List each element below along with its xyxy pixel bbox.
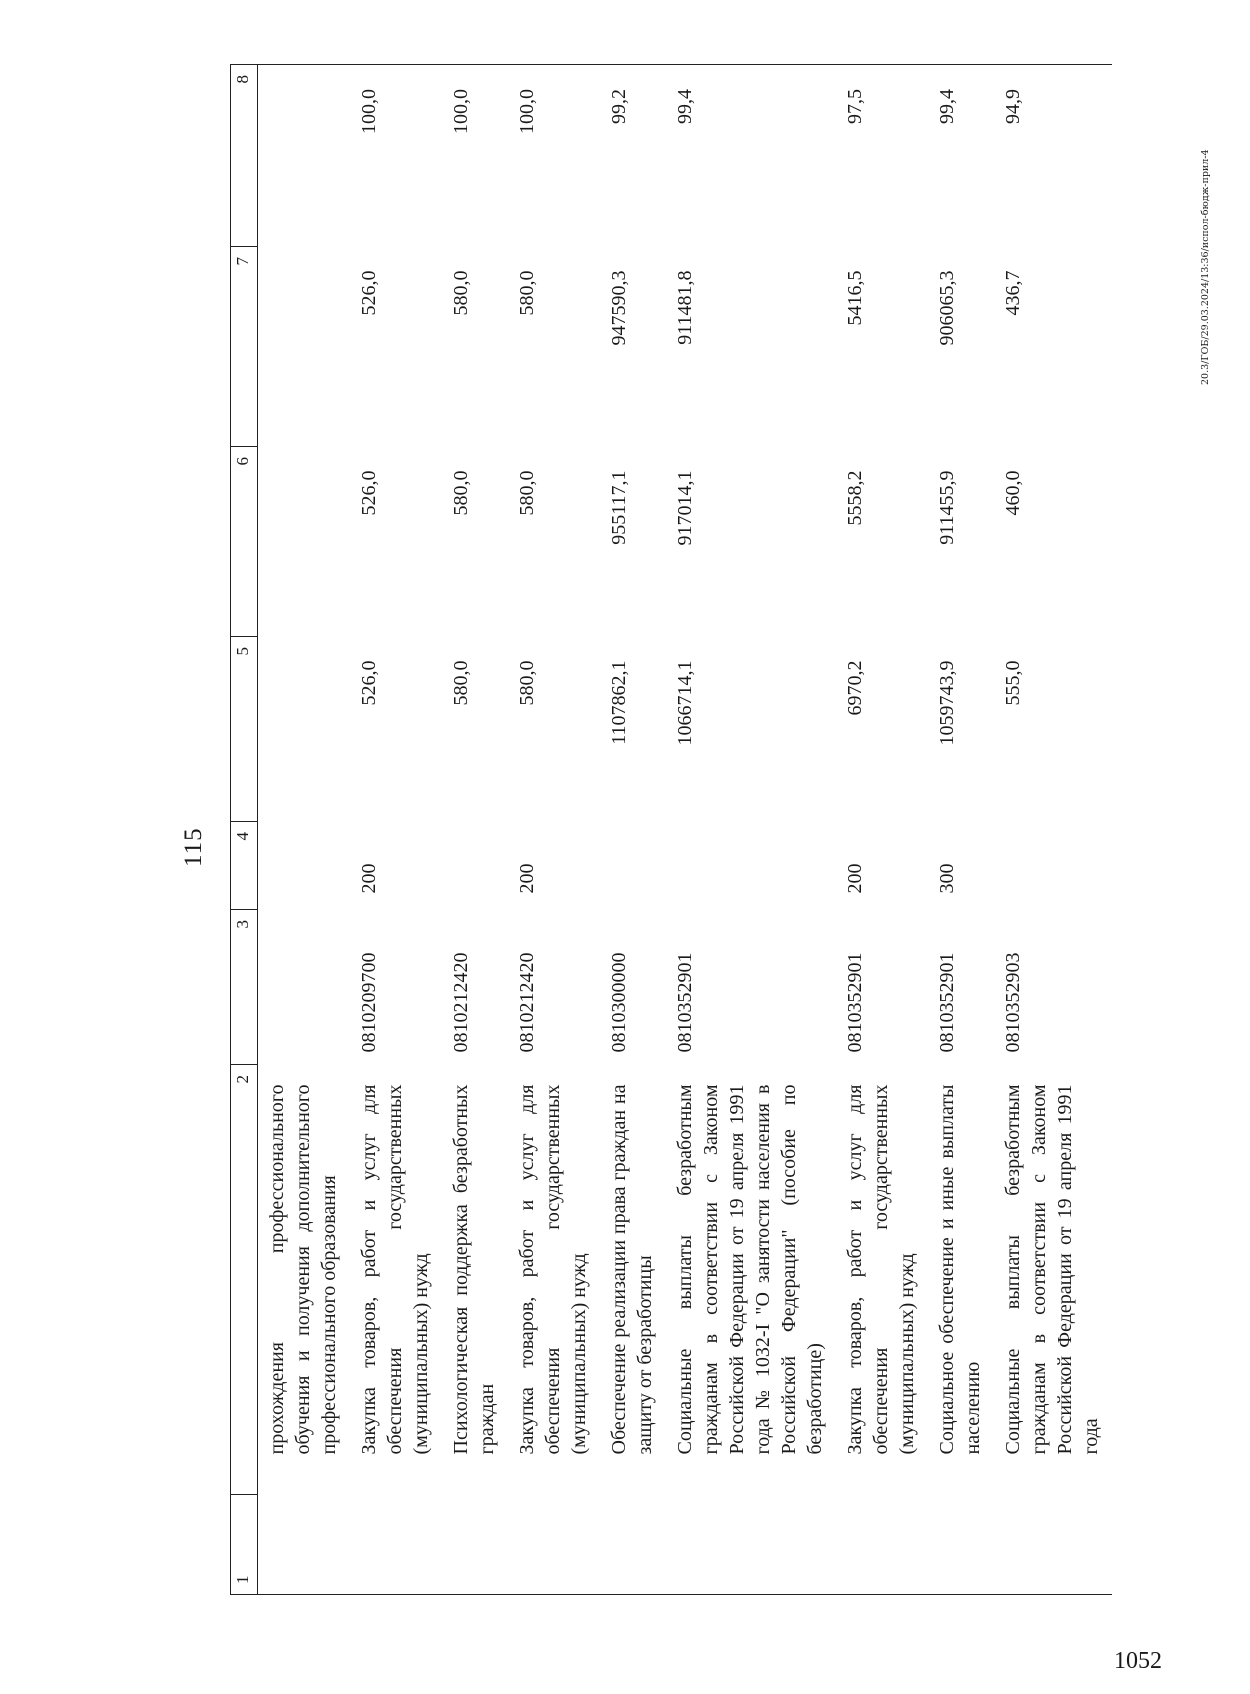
cell-col-6: 580,0 xyxy=(450,470,472,516)
header-col-2: 2 xyxy=(231,1065,258,1495)
table-row xyxy=(666,65,836,1595)
cell-col-7: 436,7 xyxy=(1002,270,1024,316)
cell-name: Психологическая поддержка безработных граждан xyxy=(450,1084,498,1455)
cell-col-8: 100,0 xyxy=(442,65,508,247)
table-row xyxy=(508,65,600,1595)
cell-col-7: 580,0 xyxy=(450,270,472,316)
cell-name: Социальные выплаты безработным гражданам в соответствии с Законом Российской Федерации от 19 апреля 1991 года xyxy=(1002,1084,1102,1455)
cell-col-7: 580,0 xyxy=(516,270,538,316)
cell-code: 0810352901 xyxy=(674,952,696,1053)
cell-col-6: 5558,2 xyxy=(844,470,866,526)
table-row xyxy=(994,65,1112,1595)
cell-col-8: 94,9 xyxy=(994,65,1112,247)
header-col-6: 6 xyxy=(231,447,258,637)
rotated-page xyxy=(170,65,1250,1595)
cell-col-6: 580,0 xyxy=(516,470,538,516)
cell-name: Социальное обеспечение и иные выплаты населению xyxy=(936,1084,984,1455)
cell-col-1 xyxy=(994,1495,1112,1595)
cell-kind xyxy=(666,822,836,910)
cell-col-5: 6970,2 xyxy=(844,660,866,716)
sheet-number: 1052 xyxy=(1114,1648,1162,1674)
header-col-3: 3 xyxy=(231,910,258,1065)
header-col-8: 8 xyxy=(231,65,258,247)
cell-col-7: 947590,3 xyxy=(608,270,630,346)
cell-code: 0810352901 xyxy=(844,952,866,1053)
cell-col-6: 955117,1 xyxy=(608,470,630,545)
cell-col-8: 99,4 xyxy=(666,65,836,247)
cell-col-7: 5416,5 xyxy=(844,270,866,326)
table-row xyxy=(350,65,442,1595)
cell-kind xyxy=(258,822,351,910)
cell-col-7: 906065,3 xyxy=(936,270,958,346)
cell-col-5: 580,0 xyxy=(516,660,538,706)
budget-table xyxy=(230,64,1112,1595)
cell-col-5 xyxy=(258,637,351,822)
cell-col-6: 526,0 xyxy=(358,470,380,516)
cell-kind: 200 xyxy=(844,863,866,894)
footer-code: 20.3/ГОБ/29.03.2024/13:36/испол-бюдж-прил-4 xyxy=(1200,149,1211,385)
cell-name: Закупка товаров, работ и услуг для обеспечения государственных (муниципальных) нужд xyxy=(844,1084,918,1455)
header-col-5: 5 xyxy=(231,637,258,822)
cell-col-5: 580,0 xyxy=(450,660,472,706)
cell-col-6 xyxy=(258,447,351,637)
cell-col-7: 911481,8 xyxy=(674,270,696,345)
cell-col-8: 100,0 xyxy=(508,65,600,247)
cell-kind: 300 xyxy=(936,863,958,894)
cell-col-6: 917014,1 xyxy=(674,470,696,546)
cell-col-6: 911455,9 xyxy=(936,470,958,545)
table-body xyxy=(258,65,1113,1595)
cell-col-5: 526,0 xyxy=(358,660,380,706)
cell-col-1 xyxy=(836,1495,928,1595)
cell-col-5: 1066714,1 xyxy=(674,660,696,746)
cell-col-8: 99,2 xyxy=(600,65,666,247)
cell-code: 0810209700 xyxy=(358,952,380,1053)
table-row xyxy=(928,65,994,1595)
cell-col-1 xyxy=(350,1495,442,1595)
cell-col-8 xyxy=(258,65,351,247)
page-number: 115 xyxy=(180,827,207,867)
cell-kind: 200 xyxy=(516,863,538,894)
table-row xyxy=(442,65,508,1595)
table-row xyxy=(836,65,928,1595)
cell-col-5: 1107862,1 xyxy=(608,660,630,745)
table-row xyxy=(600,65,666,1595)
header-col-1: 1 xyxy=(231,1495,258,1595)
cell-col-6: 460,0 xyxy=(1002,470,1024,516)
header-col-7: 7 xyxy=(231,247,258,447)
cell-kind: 200 xyxy=(358,863,380,894)
cell-code xyxy=(258,910,351,1065)
header-row xyxy=(231,65,258,1595)
cell-col-1 xyxy=(442,1495,508,1595)
table-row xyxy=(258,65,351,1595)
cell-col-1 xyxy=(928,1495,994,1595)
cell-col-8: 97,5 xyxy=(836,65,928,247)
cell-code: 0810212420 xyxy=(516,952,538,1053)
cell-col-1 xyxy=(666,1495,836,1595)
cell-col-7: 526,0 xyxy=(358,270,380,316)
cell-col-7 xyxy=(258,247,351,447)
cell-kind xyxy=(442,822,508,910)
cell-code: 0810352901 xyxy=(936,952,958,1053)
cell-col-5: 555,0 xyxy=(1002,660,1024,706)
cell-name: Закупка товаров, работ и услуг для обеспечения государственных (муниципальных) нужд xyxy=(358,1084,432,1455)
cell-name: Закупка товаров, работ и услуг для обеспечения государственных (муниципальных) нужд xyxy=(516,1084,590,1455)
cell-code: 0810212420 xyxy=(450,952,472,1053)
cell-kind xyxy=(994,822,1112,910)
cell-kind xyxy=(600,822,666,910)
cell-name: прохождения профессионального обучения и получения дополнительного профессионального образования xyxy=(266,1084,340,1455)
cell-col-8: 100,0 xyxy=(350,65,442,247)
cell-col-1 xyxy=(508,1495,600,1595)
cell-name: Обеспечение реализации права граждан на защиту от безработицы xyxy=(608,1084,656,1455)
cell-col-8: 99,4 xyxy=(928,65,994,247)
cell-code: 0810352903 xyxy=(1002,952,1024,1053)
cell-code: 0810300000 xyxy=(608,952,630,1053)
cell-col-5: 1059743,9 xyxy=(936,660,958,746)
cell-name: Социальные выплаты безработным гражданам в соответствии с Законом Российской Федерации от 19 апреля 1991 года № 1032-I "О занятости населения в Российской Федерации" (пособие по безработице) xyxy=(674,1084,826,1455)
cell-col-1 xyxy=(600,1495,666,1595)
header-col-4: 4 xyxy=(231,822,258,910)
cell-col-1 xyxy=(258,1495,351,1595)
